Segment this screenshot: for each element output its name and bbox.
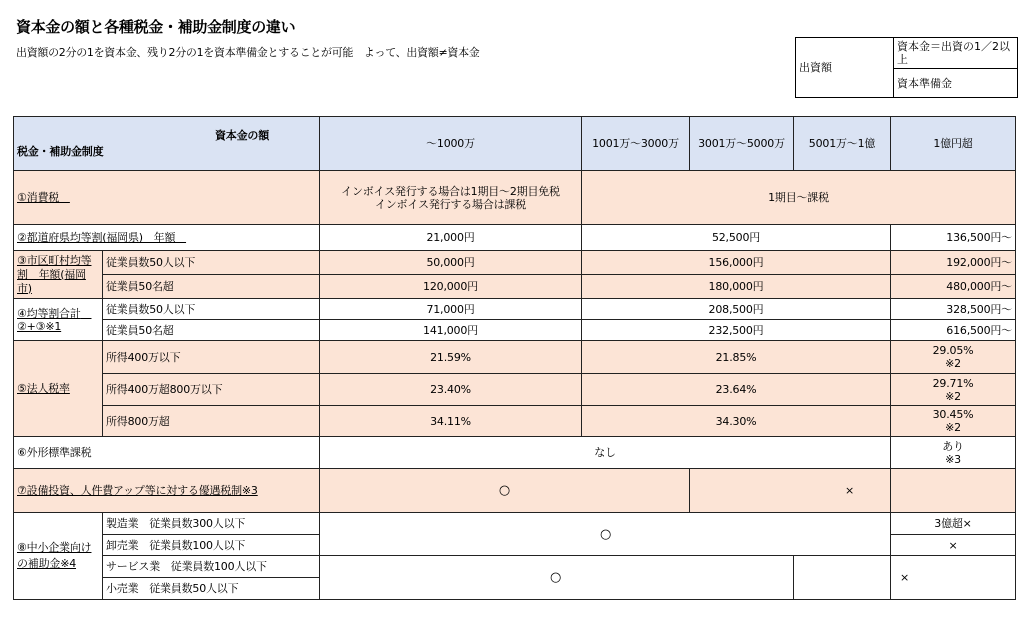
municipal-a-label: 従業員数50人以下	[103, 251, 320, 275]
corporate-b-label: 所得400万超800万以下	[103, 374, 320, 406]
subsidy-cd-big: ×	[891, 556, 1016, 600]
municipal-row-a	[14, 251, 1016, 275]
total-a1: 71,000円	[320, 299, 582, 320]
external-label: ⑥外形標準課税	[14, 437, 320, 469]
consumption-tax-label: ①消費税	[14, 171, 320, 225]
prefectural-v1: 21,000円	[320, 225, 582, 251]
header-row	[14, 117, 1016, 171]
prefectural-v2: 52,500円	[582, 225, 891, 251]
corporate-b2: 23.64%	[582, 374, 891, 406]
total-a3: 328,500円～	[891, 299, 1016, 320]
corporate-a-label: 所得400万以下	[103, 341, 320, 374]
corporate-a2: 21.85%	[582, 341, 891, 374]
total-row-b	[14, 320, 1016, 341]
preferential-row	[14, 469, 1016, 513]
external-row	[14, 437, 1016, 469]
corporate-c2: 34.30%	[582, 406, 891, 437]
col-header-1: ～1000万	[320, 117, 582, 171]
external-v1: なし	[320, 437, 891, 469]
corporate-row-a	[14, 341, 1016, 374]
subsidy-c-label: サービス業 従業員数100人以下	[103, 556, 320, 578]
corporate-b1: 23.40%	[320, 374, 582, 406]
municipal-b2: 180,000円	[582, 275, 891, 299]
total-a2: 208,500円	[582, 299, 891, 320]
corner-bottom: 税金・補助金制度	[17, 145, 104, 158]
col-header-3: 3001万～5000万	[690, 117, 794, 171]
municipal-a1: 50,000円	[320, 251, 582, 275]
subsidy-b-label: 卸売業 従業員数100人以下	[103, 535, 320, 556]
subsidy-cd-empty	[794, 556, 891, 600]
preferential-label: ⑦設備投資、人件費アップ等に対する優遇税制※3	[14, 469, 320, 513]
prefectural-v3: 136,500円～	[891, 225, 1016, 251]
consumption-tax-large: 1期目～課税	[582, 171, 1016, 225]
corporate-row-c	[14, 406, 1016, 437]
consumption-tax-row	[14, 171, 1016, 225]
subsidy-a-label: 製造業 従業員数300人以下	[103, 513, 320, 535]
corporate-c-label: 所得800万超	[103, 406, 320, 437]
corporate-b3: 29.71% ※2	[891, 374, 1016, 406]
prefectural-row	[14, 225, 1016, 251]
subsidy-a-big: 3億超×	[891, 513, 1016, 535]
subsidy-cd-mark: ○	[320, 556, 794, 600]
total-b2: 232,500円	[582, 320, 891, 341]
corner-top: 資本金の額	[215, 129, 269, 142]
investment-label: 出資額	[796, 38, 894, 98]
corporate-a1: 21.59%	[320, 341, 582, 374]
corporate-c1: 34.11%	[320, 406, 582, 437]
corporate-row-b	[14, 374, 1016, 406]
subsidy-d-label: 小売業 従業員数50人以下	[103, 578, 320, 600]
municipal-b1: 120,000円	[320, 275, 582, 299]
subsidy-row-a	[14, 513, 1016, 535]
subsidy-b-big: ×	[891, 535, 1016, 556]
consumption-tax-small: インボイス発行する場合は1期目～2期目免税 インボイス発行する場合は課税	[320, 171, 582, 225]
subsidy-label: ⑧中小企業向けの補助金※4	[14, 513, 103, 600]
col-header-2: 1001万～3000万	[582, 117, 690, 171]
reserve-row: 資本準備金	[894, 69, 1018, 98]
capital-breakdown-box	[795, 37, 1018, 98]
total-label: ④均等割合計 ②+③※1	[14, 299, 103, 341]
preferential-v3	[891, 469, 1016, 513]
subsidy-row-c	[14, 556, 1016, 578]
municipal-b3: 480,000円～	[891, 275, 1016, 299]
corner-header	[14, 117, 320, 171]
total-a-label: 従業員数50人以下	[103, 299, 320, 320]
municipal-b-label: 従業員50名超	[103, 275, 320, 299]
capital-row: 資本金＝出資の1／2以上	[894, 38, 1018, 69]
municipal-row-b	[14, 275, 1016, 299]
total-row-a	[14, 299, 1016, 320]
corporate-c3: 30.45% ※2	[891, 406, 1016, 437]
col-header-4: 5001万～1億	[794, 117, 891, 171]
preferential-v2: ×	[690, 469, 891, 513]
external-v2: あり ※3	[891, 437, 1016, 469]
prefectural-label: ②都道府県均等割(福岡県) 年額	[14, 225, 320, 251]
corporate-a3: 29.05% ※2	[891, 341, 1016, 374]
preferential-v1: ○	[320, 469, 690, 513]
municipal-a2: 156,000円	[582, 251, 891, 275]
subsidy-ab-mark: ○	[320, 513, 891, 556]
page-subtitle: 出資額の2分の1を資本金、残り2分の1を資本準備金とすることが可能 よって、出資額≠資本金	[16, 46, 480, 59]
total-b-label: 従業員50名超	[103, 320, 320, 341]
comparison-table	[13, 116, 1016, 600]
col-header-5: 1億円超	[891, 117, 1016, 171]
page-title: 資本金の額と各種税金・補助金制度の違い	[16, 18, 296, 36]
corporate-label: ⑤法人税率	[14, 341, 103, 437]
total-b3: 616,500円～	[891, 320, 1016, 341]
municipal-label: ③市区町村均等割 年額(福岡市)	[14, 251, 103, 299]
total-b1: 141,000円	[320, 320, 582, 341]
municipal-a3: 192,000円～	[891, 251, 1016, 275]
